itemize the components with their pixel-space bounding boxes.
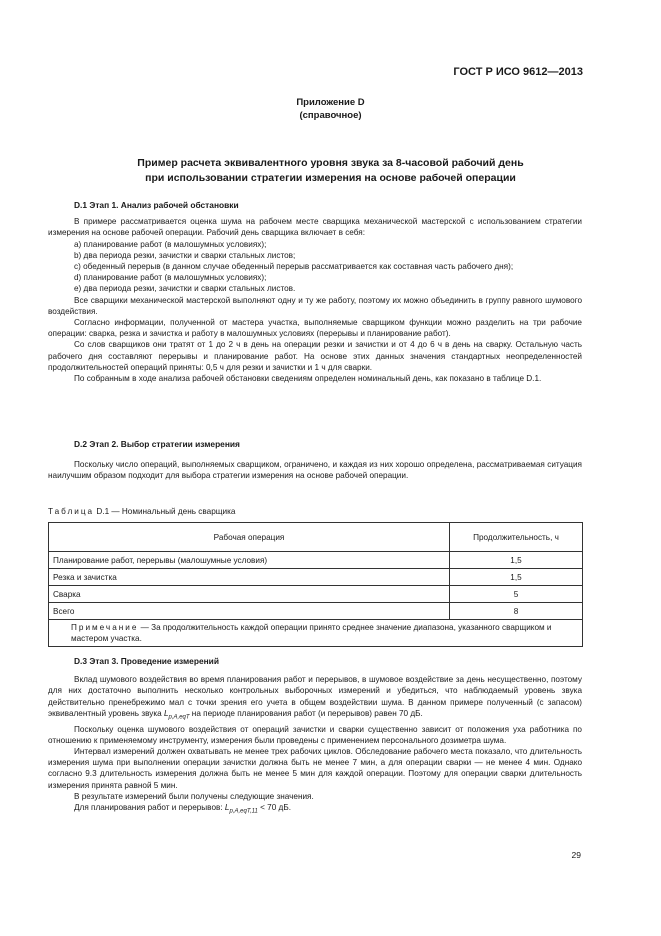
operation-cell: Планирование работ, перерывы (малошумные условия) <box>49 552 450 569</box>
table-row <box>49 586 583 603</box>
paragraph: Вклад шумового воздействия во время планирования работ и перерывов, в шумовое воздействие за день несущественно, поэтому для них достаточно выполнить несколько контрольных выборочных измерений и убедиться, что наблюдаемый уровень звука действительно пренебрежимо мал с точки зрения его учета в общем воздействии шума. В данном примере полученный (с запасом) эквивалентный уровень звука $L_{p,A,eqT}$ на периоде планирования работ (и перерывов) равен 70 дБ. <box>48 675 582 721</box>
list-item: a) планирование работ (в малошумных условиях); <box>74 239 267 249</box>
standard-designation: ГОСТ Р ИСО 9612—2013 <box>453 66 583 78</box>
symbol-subscript: p,A,eqT <box>168 714 190 721</box>
table-row <box>49 552 583 569</box>
paragraph: В примере рассматривается оценка шума на рабочем месте сварщика механической мастерской с использованием стратегии измерения на основе рабочей операции. Рабочий день сварщика включает в себя: <box>48 217 582 238</box>
paragraph: В результате измерений были получены следующие значения. <box>74 791 314 801</box>
main-title-line2: при использовании стратегии измерения на основе рабочей операции <box>145 172 516 184</box>
annex-subtitle: (справочное) <box>299 110 362 121</box>
paragraph: Поскольку число операций, выполняемых сварщиком, ограничено, и каждая из них хорошо определена, рассматриваемая ситуация наилучшим образом подходит для выбора стратегии измерения на основе рабочей операции. <box>48 460 582 481</box>
table-note <box>49 620 583 647</box>
note-word: Примечание <box>71 623 139 632</box>
annex-title <box>0 96 661 122</box>
paragraph: Согласно информации, полученной от мастера участка, выполняемые сварщиком функции можно разделить на три рабочие операции: сварка, резка и зачистка и работу в малошумных условиях (перерывы и планирование работ). <box>48 318 582 339</box>
paragraph: Со слов сварщиков они тратят от 1 до 2 ч в день на операции резки и зачистки и от 4 до 6 ч в день на сварку. Остальную часть рабочего дня составляют перерывы и планирование работ. На основе этих данных значения стандартных неопределенностей продолжительностей операций приняты: 0,5 ч для резки и зачистки и 1 ч для сварки. <box>48 340 582 372</box>
paragraph: По собранным в ходе анализа рабочей обстановки сведениям определен номинальный день, как показано в таблице D.1. <box>74 374 542 384</box>
main-title-line1: Пример расчета эквивалентного уровня звука за 8-часовой рабочий день <box>137 157 524 169</box>
list-item: e) два периода резки, зачистки и сварки стальных листов. <box>74 284 296 294</box>
section-heading: D.1 Этап 1. Анализ рабочей обстановки <box>74 200 239 210</box>
note-text: — За продолжительность каждой операции принято среднее значение диапазона, указанного сварщиком и мастером участка. <box>71 623 552 643</box>
operation-cell: Резка и зачистка <box>49 569 450 586</box>
symbol-l: L <box>224 803 230 813</box>
section-heading: D.2 Этап 2. Выбор стратегии измерения <box>74 439 240 449</box>
duration-cell: 1,5 <box>450 569 583 586</box>
table-caption-text: D.1 — Номинальный день сварщика <box>94 507 236 516</box>
main-title <box>0 156 661 186</box>
section-d2 <box>48 439 582 482</box>
section-heading: D.3 Этап 3. Проведение измерений <box>74 656 219 666</box>
list-item: d) планирование работ (в малошумных условиях); <box>74 273 267 283</box>
operation-cell: Сварка <box>49 586 450 603</box>
page-number: 29 <box>571 850 581 860</box>
duration-cell: 5 <box>450 586 583 603</box>
table-row <box>49 603 583 620</box>
list-item: c) обеденный перерыв (в данном случае обеденный перерыв рассматривается как составная часть рабочего дня); <box>74 262 514 272</box>
paragraph: Интервал измерений должен охватывать не менее трех рабочих циклов. Обследование рабочего места показало, что длительность измерения шума при выполнении операции зачистки должна быть не менее 7 мин, а для операции сварки — не менее 4 мин. Однако согласно 9.3 длительность измерения должна быть не менее 5 мин для каждой операции. Поэтому для операции сварки длительность измерения принята равной 5 мин. <box>48 747 582 790</box>
table-header-row <box>49 523 583 552</box>
table-row <box>49 569 583 586</box>
nominal-day-table <box>48 522 583 647</box>
table-caption-word: Таблица <box>48 507 95 516</box>
paragraph: Для планирования работ и перерывов: $L_{p,A,eqT,11} < 70$ дБ. <box>74 803 291 815</box>
column-header: Рабочая операция <box>49 523 450 552</box>
paragraph: Поскольку оценка шумового воздействия от операций зачистки и сварки существенно зависит от положения уха работника по отношению к применяемому инструменту, измерения были проведены с применением персонального дозиметра шума. <box>48 724 582 745</box>
column-header: Продолжительность, ч <box>450 523 583 552</box>
paragraph: Все сварщики механической мастерской выполняют одну и ту же работу, поэтому их можно объединить в группу равного шумового воздействия. <box>48 295 582 316</box>
table-caption <box>48 507 235 516</box>
section-d3 <box>48 656 582 818</box>
operation-cell: Всего <box>49 603 450 620</box>
duration-cell: 8 <box>450 603 583 620</box>
symbol-l: L <box>163 708 169 718</box>
duration-cell: 1,5 <box>450 552 583 569</box>
symbol-subscript: p,A,eqT,11 <box>229 808 258 815</box>
table-note-row <box>49 620 583 647</box>
section-d1 <box>48 200 582 384</box>
list-item: b) два периода резки, зачистки и сварки стальных листов; <box>74 250 296 260</box>
annex-label: Приложение D <box>296 97 365 108</box>
